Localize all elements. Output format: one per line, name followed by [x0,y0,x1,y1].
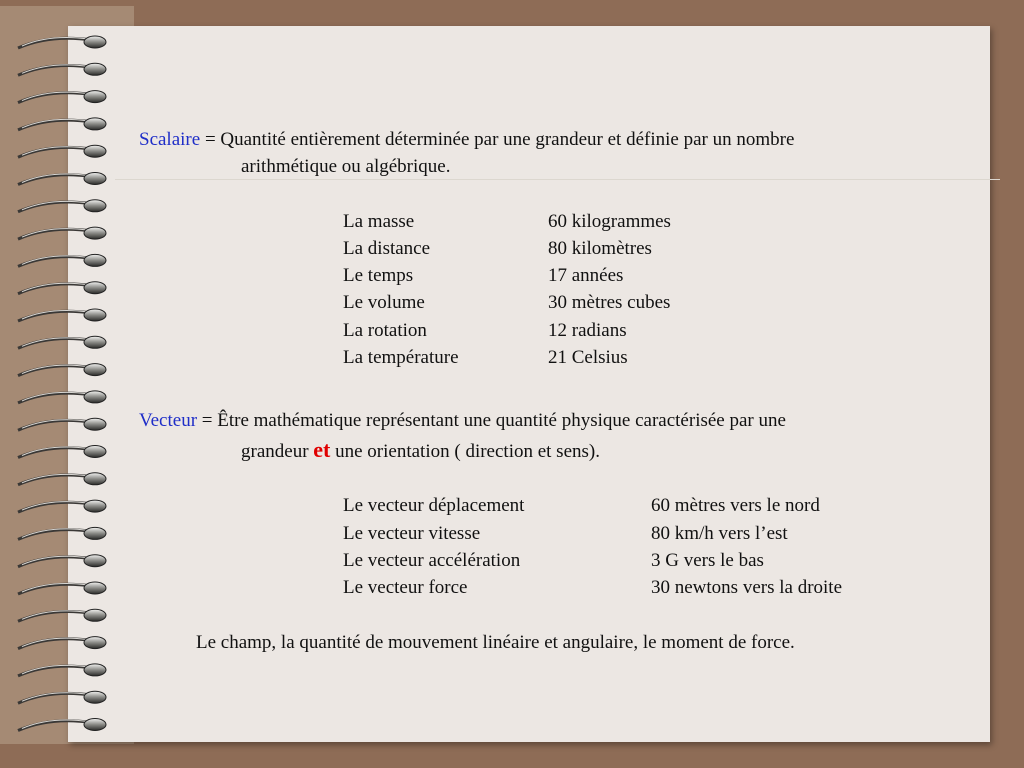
spiral-coil-loop [84,227,106,239]
spiral-coil-loop [84,609,106,621]
scalar-row-value: 80 kilomètres [548,238,652,259]
spiral-coil-loop [84,582,106,594]
spiral-coil-loop [84,282,106,294]
spiral-coil-loop [84,446,106,458]
spiral-coil-loop [84,473,106,485]
vector-definition-line1: = Être mathématique représentant une quantité physique caractérisée par une [197,410,786,431]
spiral-coil-loop [84,527,106,539]
spiral-coil-loop [84,664,106,676]
spiral-coil-loop [84,63,106,75]
spiral-coil-loop [84,145,106,157]
scalar-row-value: 30 mètres cubes [548,292,671,313]
vector-definition [139,410,786,432]
emphasis-et: et [313,437,331,462]
scalar-row-label: La distance [343,238,431,259]
vector-row-label: Le vecteur déplacement [343,495,525,516]
spiral-coil-loop [84,500,106,512]
scalar-row-value: 12 radians [548,320,627,341]
scalar-definition-line1: = Quantité entièrement déterminée par une grandeur et définie par un nombre [200,129,795,150]
spiral-coil-loop [84,391,106,403]
scalar-row-label: La rotation [343,320,427,341]
vector-term: Vecteur [139,410,198,431]
scalar-row-value: 60 kilogrammes [548,211,671,232]
spiral-coil-loop [84,719,106,731]
vector-row-label: Le vecteur accélération [343,550,521,571]
spiral-coil-loop [84,364,106,376]
scalar-row-label: La masse [343,211,415,232]
spiral-coil-loop [84,691,106,703]
vector-row-label: Le vecteur vitesse [343,523,481,544]
vector-definition-text: une orientation ( direction et sens). [330,441,600,462]
vector-row-value: 80 km/h vers l’est [651,523,788,544]
vector-row-value: 30 newtons vers la droite [651,577,843,598]
spiral-coil-loop [84,254,106,266]
spiral-coil-loop [84,418,106,430]
scalar-row-value: 21 Celsius [548,347,628,368]
scalar-definition-line2: arithmétique ou algébrique. [241,156,451,177]
scalar-row-label: Le temps [343,265,414,286]
spiral-coil-loop [84,309,106,321]
scalar-row-label: Le volume [343,292,425,313]
spiral-coil-loop [84,336,106,348]
spiral-coil-loop [84,91,106,103]
spiral-binding [0,26,120,742]
spiral-coil-loop [84,118,106,130]
vector-row-value: 60 mètres vers le nord [651,495,820,516]
spiral-coil-loop [84,173,106,185]
vector-definition-line2 [241,439,600,463]
vector-row-label: Le vecteur force [343,577,468,598]
scalar-term: Scalaire [139,129,201,150]
spiral-coil-loop [84,200,106,212]
scalar-row-value: 17 années [548,265,624,286]
vector-row-value: 3 G vers le bas [651,550,764,571]
spiral-coil-loop [84,637,106,649]
spiral-coil-loop [84,36,106,48]
vector-definition-text: grandeur [241,441,314,462]
scalar-definition [139,129,794,151]
spiral-coil-loop [84,555,106,567]
page-divider [115,179,1000,180]
footer-note: Le champ, la quantité de mouvement linéaire et angulaire, le moment de force. [196,632,795,653]
scalar-row-label: La température [343,347,459,368]
